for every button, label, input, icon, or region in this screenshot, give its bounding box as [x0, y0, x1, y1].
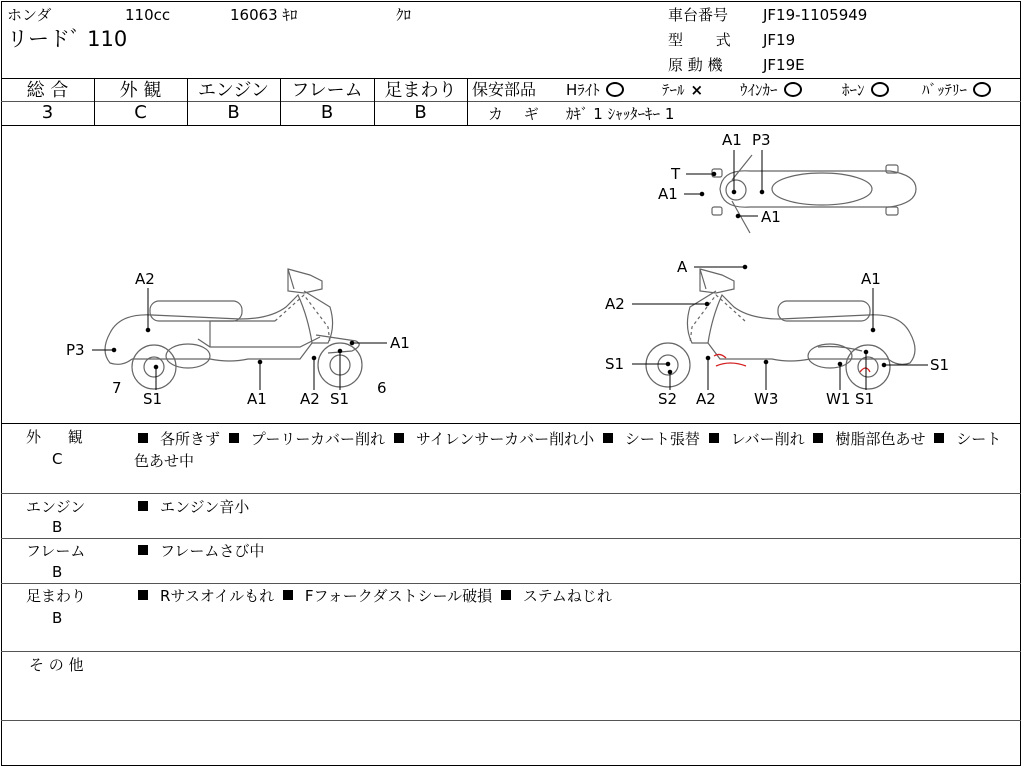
label-s2: S2 — [658, 390, 678, 408]
remark-items: 各所きず プーリーカバー削れ サイレンサーカバー削れ小 シート張替 レバー削れ 樹脂部色あせ シート色あせ中 — [134, 430, 1002, 470]
score-overall: 3 — [41, 102, 54, 123]
color: ｸﾛ — [396, 6, 412, 24]
safety-battery: ﾊﾞｯﾃﾘｰ — [922, 81, 991, 99]
remark-title: エンジン — [26, 498, 86, 516]
remark-items: フレームさび中 — [134, 542, 264, 560]
label-a1-top-left: A1 — [658, 185, 678, 203]
score-suspension: B — [414, 102, 427, 123]
ng-cross-icon: × — [690, 81, 704, 99]
divider — [1, 651, 1021, 652]
type-value: JF19 — [763, 31, 796, 49]
frame-no: JF19-1105949 — [763, 6, 868, 24]
label-a2-upper: A2 — [605, 295, 625, 313]
score-label-suspension: 足まわり — [384, 80, 457, 101]
displacement: 110cc — [125, 6, 171, 24]
remark-items: エンジン音小 — [134, 498, 249, 516]
bullet-square-icon — [501, 590, 511, 600]
label-6: 6 — [377, 379, 387, 397]
divider — [1, 493, 1021, 494]
score-label-exterior: 外 観 — [119, 80, 162, 101]
label-s1-rear-left: S1 — [143, 390, 163, 408]
label-a1-right: A1 — [861, 270, 881, 288]
remark-grade: B — [52, 518, 63, 536]
label-a: A — [677, 258, 688, 276]
label-a2-seat: A2 — [135, 270, 155, 288]
label-p3-left: P3 — [66, 341, 85, 359]
divider — [1, 423, 1021, 424]
bullet-square-icon — [709, 433, 719, 443]
label-a1-floor: A1 — [247, 390, 267, 408]
bullet-square-icon — [394, 433, 404, 443]
maker: ホンダ — [7, 6, 52, 24]
score-label-overall: 総 合 — [26, 80, 69, 101]
type-label: 型 式 — [668, 31, 731, 49]
score-engine: B — [227, 102, 240, 123]
frame-no-label: 車台番号 — [668, 6, 729, 24]
label-s1-right-bottom: S1 — [855, 390, 875, 408]
engine-value: JF19E — [763, 56, 805, 74]
label-a1-top: A1 — [722, 131, 742, 149]
safety-headlight: Hﾗｲﾄ — [566, 81, 624, 99]
divider — [1, 720, 1021, 721]
remark-items: Rサスオイルもれ Fフォークダストシール破損 ステムねじれ — [134, 587, 612, 605]
mileage: 16063 ｷﾛ — [230, 6, 298, 24]
remark-title: 足まわり — [26, 587, 87, 605]
remark-grade: C — [52, 450, 63, 468]
bullet-square-icon — [138, 501, 148, 511]
bullet-square-icon — [934, 433, 944, 443]
safety-horn: ﾎｰﾝ — [842, 81, 889, 99]
bullet-square-icon — [603, 433, 613, 443]
remark-grade: B — [52, 563, 63, 581]
bullet-square-icon — [138, 545, 148, 555]
safety-winker: ｳｲﾝｶｰ — [740, 81, 802, 99]
label-s1-right-left: S1 — [605, 355, 625, 373]
engine-label: 原 動 機 — [668, 56, 723, 74]
divider — [1, 538, 1021, 539]
bullet-square-icon — [229, 433, 239, 443]
divider — [1, 583, 1021, 584]
remark-title: そ の 他 — [29, 656, 84, 674]
label-w1: W1 — [826, 390, 851, 408]
label-a2-lower: A2 — [696, 390, 716, 408]
remark-title: フレーム — [26, 542, 86, 560]
label-a1-top-bottom: A1 — [761, 208, 781, 226]
bullet-square-icon — [138, 433, 148, 443]
remark-title: 外 観 — [26, 428, 83, 446]
remark-grade: B — [52, 609, 63, 627]
key-value: ｶｷﾞ 1 ｼｬｯﾀｰｷｰ 1 — [566, 105, 675, 123]
label-t: T — [671, 165, 681, 183]
safety-label: 保安部品 — [472, 80, 537, 99]
label-a1-front-left: A1 — [390, 334, 410, 352]
label-s1-right-right: S1 — [930, 356, 950, 374]
key-label: カ ギ — [488, 105, 539, 123]
safety-taillight: ﾃｰﾙ × — [662, 81, 704, 99]
label-a2-front: A2 — [300, 390, 320, 408]
label-p3-top: P3 — [752, 131, 771, 149]
score-exterior: C — [134, 102, 147, 123]
label-w3: W3 — [754, 390, 779, 408]
score-frame: B — [320, 102, 334, 123]
label-7: 7 — [112, 379, 122, 397]
label-s1-front-left: S1 — [330, 390, 350, 408]
bullet-square-icon — [138, 590, 148, 600]
model-name: リードﾞ 110 — [7, 27, 128, 51]
score-label-frame: フレーム — [291, 80, 363, 101]
bullet-square-icon — [283, 590, 293, 600]
score-label-engine: エンジン — [197, 80, 270, 101]
bullet-square-icon — [813, 433, 823, 443]
